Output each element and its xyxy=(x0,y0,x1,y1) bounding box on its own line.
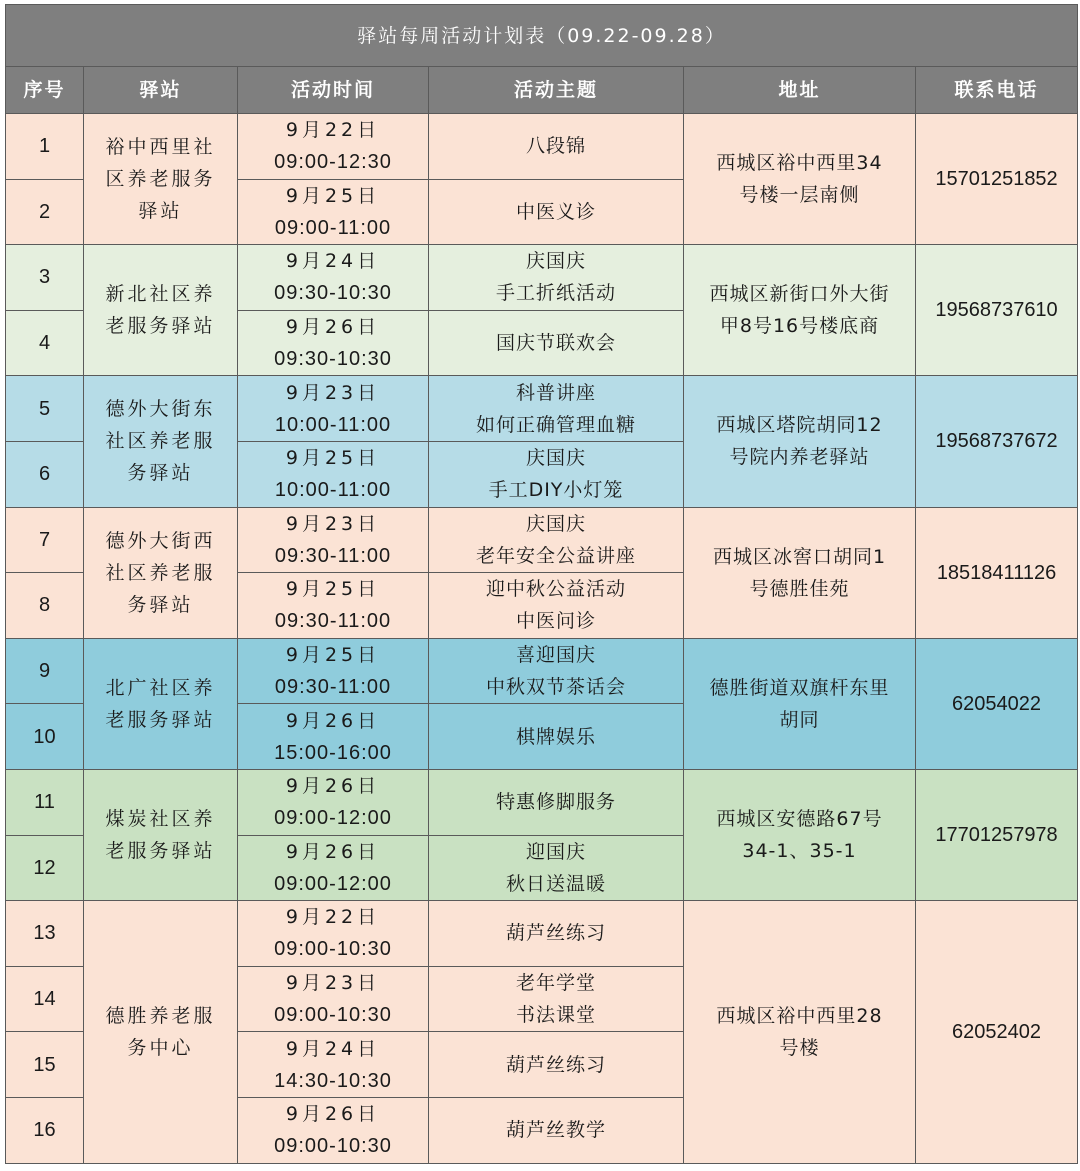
address-line: 号院内养老驿站 xyxy=(729,446,870,469)
activity-time xyxy=(238,835,429,901)
address-line: 甲8号16号楼底商 xyxy=(719,315,880,338)
activity-topic-line: 庆国庆 xyxy=(525,512,586,535)
activity-hours: 09:00-12:00 xyxy=(274,807,392,830)
activity-hours: 09:00-10:30 xyxy=(274,1135,392,1158)
activity-time xyxy=(238,966,429,1032)
header-no: 序号 xyxy=(6,67,84,114)
activity-topic xyxy=(429,376,684,442)
activity-date: 9月22日 xyxy=(285,906,381,929)
activity-time xyxy=(238,507,429,573)
activity-date: 9月22日 xyxy=(285,119,381,142)
address xyxy=(684,638,916,769)
table-row xyxy=(6,638,1078,704)
station-name-line: 德外大街东 xyxy=(105,398,216,421)
activity-topic xyxy=(429,507,684,573)
station-name-line: 社区养老服 xyxy=(105,561,216,584)
address xyxy=(684,376,916,507)
row-number: 2 xyxy=(6,179,84,245)
activity-time xyxy=(238,376,429,442)
activity-time xyxy=(238,1097,429,1163)
station-name xyxy=(84,114,238,245)
row-number: 4 xyxy=(6,310,84,376)
activity-time xyxy=(238,245,429,311)
activity-date: 9月26日 xyxy=(285,840,381,863)
phone-number: 19568737610 xyxy=(916,245,1078,376)
header-phone: 联系电话 xyxy=(916,67,1078,114)
activity-topic xyxy=(429,245,684,311)
row-number: 16 xyxy=(6,1097,84,1163)
activity-topic-line: 喜迎国庆 xyxy=(515,644,596,667)
activity-topic-line: 庆国庆 xyxy=(525,447,586,470)
activity-date: 9月24日 xyxy=(285,250,381,273)
station-name-line: 德胜养老服 xyxy=(105,1004,216,1027)
station-name xyxy=(84,507,238,638)
activity-topic-line: 老年安全公益讲座 xyxy=(475,544,636,567)
address-line: 西城区裕中西里28 xyxy=(716,1004,883,1027)
activity-topic xyxy=(429,1097,684,1163)
address xyxy=(684,507,916,638)
table-row xyxy=(6,114,1078,180)
station-name-line: 区养老服务 xyxy=(105,168,216,191)
table-row xyxy=(6,769,1078,835)
activity-topic-line: 迎国庆 xyxy=(525,840,586,863)
activity-date: 9月26日 xyxy=(285,709,381,732)
activity-topic xyxy=(429,1032,684,1098)
phone-number: 62052402 xyxy=(916,901,1078,1163)
station-name-line: 老服务驿站 xyxy=(105,708,216,731)
schedule-table xyxy=(5,4,1078,1164)
address xyxy=(684,245,916,376)
station-name xyxy=(84,901,238,1163)
activity-hours: 15:00-16:00 xyxy=(274,741,392,764)
address xyxy=(684,901,916,1163)
station-name xyxy=(84,769,238,900)
row-number: 3 xyxy=(6,245,84,311)
station-name-line: 新北社区养 xyxy=(105,283,216,306)
activity-date: 9月24日 xyxy=(285,1037,381,1060)
activity-time xyxy=(238,704,429,770)
station-name-line: 驿站 xyxy=(138,200,183,223)
row-number: 9 xyxy=(6,638,84,704)
station-name xyxy=(84,245,238,376)
phone-number: 18518411126 xyxy=(916,507,1078,638)
address-line: 胡同 xyxy=(779,708,820,731)
table-title: 驿站每周活动计划表（09.22-09.28） xyxy=(6,5,1078,67)
activity-hours: 09:30-11:00 xyxy=(274,544,392,567)
table-row xyxy=(6,507,1078,573)
header-topic: 活动主题 xyxy=(429,67,684,114)
address-line: 号楼 xyxy=(779,1036,820,1059)
station-name-line: 北广社区养 xyxy=(105,676,216,699)
activity-topic-line: 中医义诊 xyxy=(515,200,596,223)
activity-date: 9月26日 xyxy=(285,316,381,339)
activity-topic-line: 老年学堂 xyxy=(515,972,596,995)
activity-hours: 09:30-10:30 xyxy=(274,348,392,371)
station-name-line: 务驿站 xyxy=(127,462,194,485)
activity-topic-line: 葫芦丝教学 xyxy=(505,1119,606,1142)
activity-topic xyxy=(429,638,684,704)
activity-topic-line: 中秋双节茶话会 xyxy=(485,676,626,699)
activity-date: 9月23日 xyxy=(285,381,381,404)
activity-topic-line: 葫芦丝练习 xyxy=(505,922,606,945)
activity-topic-line: 如何正确管理血糖 xyxy=(475,413,636,436)
activity-topic-line: 葫芦丝练习 xyxy=(505,1053,606,1076)
activity-topic xyxy=(429,441,684,507)
activity-time xyxy=(238,114,429,180)
header-address: 地址 xyxy=(684,67,916,114)
row-number: 10 xyxy=(6,704,84,770)
row-number: 11 xyxy=(6,769,84,835)
station-name-line: 德外大街西 xyxy=(105,529,216,552)
activity-topic xyxy=(429,179,684,245)
activity-hours: 09:00-11:00 xyxy=(274,216,392,239)
table-row xyxy=(6,901,1078,967)
station-name-line: 老服务驿站 xyxy=(105,840,216,863)
activity-time xyxy=(238,573,429,639)
activity-time xyxy=(238,1032,429,1098)
activity-hours: 10:00-11:00 xyxy=(274,413,392,436)
address-line: 德胜街道双旗杆东里 xyxy=(709,676,890,699)
address-line: 西城区冰窖口胡同1 xyxy=(712,545,887,568)
station-name-line: 煤炭社区养 xyxy=(105,808,216,831)
address-line: 号楼一层南侧 xyxy=(739,184,860,207)
row-number: 12 xyxy=(6,835,84,901)
activity-hours: 14:30-10:30 xyxy=(274,1069,392,1092)
activity-topic xyxy=(429,573,684,639)
activity-topic xyxy=(429,704,684,770)
row-number: 6 xyxy=(6,441,84,507)
address-line: 西城区裕中西里34 xyxy=(716,152,883,175)
address xyxy=(684,114,916,245)
activity-time xyxy=(238,901,429,967)
activity-topic xyxy=(429,769,684,835)
header-row xyxy=(6,67,1078,114)
activity-date: 9月23日 xyxy=(285,512,381,535)
address-line: 西城区安德路67号 xyxy=(716,808,883,831)
station-name-line: 务中心 xyxy=(127,1036,194,1059)
activity-topic-line: 秋日送温暖 xyxy=(505,872,606,895)
activity-topic xyxy=(429,966,684,1032)
activity-topic-line: 八段锦 xyxy=(525,135,586,158)
activity-time xyxy=(238,441,429,507)
activity-hours: 09:00-12:00 xyxy=(274,872,392,895)
row-number: 14 xyxy=(6,966,84,1032)
activity-date: 9月26日 xyxy=(285,1103,381,1126)
row-number: 15 xyxy=(6,1032,84,1098)
header-time: 活动时间 xyxy=(238,67,429,114)
station-name-line: 老服务驿站 xyxy=(105,315,216,338)
activity-topic xyxy=(429,901,684,967)
header-station: 驿站 xyxy=(84,67,238,114)
activity-topic-line: 手工折纸活动 xyxy=(495,282,616,305)
activity-time xyxy=(238,310,429,376)
activity-topic-line: 特惠修脚服务 xyxy=(495,791,616,814)
activity-date: 9月25日 xyxy=(285,447,381,470)
row-number: 7 xyxy=(6,507,84,573)
station-name-line: 务驿站 xyxy=(127,593,194,616)
activity-time xyxy=(238,179,429,245)
activity-topic-line: 国庆节联欢会 xyxy=(495,332,616,355)
station-name xyxy=(84,376,238,507)
activity-hours: 09:30-11:00 xyxy=(274,610,392,633)
activity-hours: 09:00-10:30 xyxy=(274,938,392,961)
address-line: 34-1、35-1 xyxy=(742,840,857,863)
activity-topic xyxy=(429,310,684,376)
activity-topic xyxy=(429,835,684,901)
address xyxy=(684,769,916,900)
activity-hours: 09:00-12:30 xyxy=(274,151,392,174)
schedule-table-wrapper xyxy=(5,4,1078,1164)
activity-date: 9月26日 xyxy=(285,775,381,798)
activity-hours: 09:30-11:00 xyxy=(274,676,392,699)
station-name-line: 裕中西里社 xyxy=(105,136,216,159)
address-line: 西城区新街口外大街 xyxy=(709,283,890,306)
activity-time xyxy=(238,769,429,835)
activity-topic xyxy=(429,114,684,180)
phone-number: 19568737672 xyxy=(916,376,1078,507)
activity-time xyxy=(238,638,429,704)
activity-date: 9月25日 xyxy=(285,644,381,667)
row-number: 13 xyxy=(6,901,84,967)
station-name xyxy=(84,638,238,769)
activity-date: 9月25日 xyxy=(285,184,381,207)
table-row xyxy=(6,376,1078,442)
phone-number: 17701257978 xyxy=(916,769,1078,900)
activity-topic-line: 科普讲座 xyxy=(515,381,596,404)
activity-hours: 09:30-10:30 xyxy=(274,282,392,305)
activity-topic-line: 棋牌娱乐 xyxy=(515,725,596,748)
table-row xyxy=(6,245,1078,311)
activity-date: 9月23日 xyxy=(285,972,381,995)
activity-topic-line: 手工DIY小灯笼 xyxy=(488,479,624,502)
activity-topic-line: 迎中秋公益活动 xyxy=(485,578,626,601)
address-line: 西城区塔院胡同12 xyxy=(716,414,883,437)
activity-topic-line: 庆国庆 xyxy=(525,250,586,273)
activity-hours: 09:00-10:30 xyxy=(274,1004,392,1027)
phone-number: 15701251852 xyxy=(916,114,1078,245)
row-number: 1 xyxy=(6,114,84,180)
activity-topic-line: 书法课堂 xyxy=(515,1004,596,1027)
address-line: 号德胜佳苑 xyxy=(749,577,850,600)
activity-topic-line: 中医问诊 xyxy=(515,610,596,633)
row-number: 8 xyxy=(6,573,84,639)
station-name-line: 社区养老服 xyxy=(105,430,216,453)
activity-hours: 10:00-11:00 xyxy=(274,479,392,502)
activity-date: 9月25日 xyxy=(285,578,381,601)
row-number: 5 xyxy=(6,376,84,442)
table-body xyxy=(6,114,1078,1164)
phone-number: 62054022 xyxy=(916,638,1078,769)
